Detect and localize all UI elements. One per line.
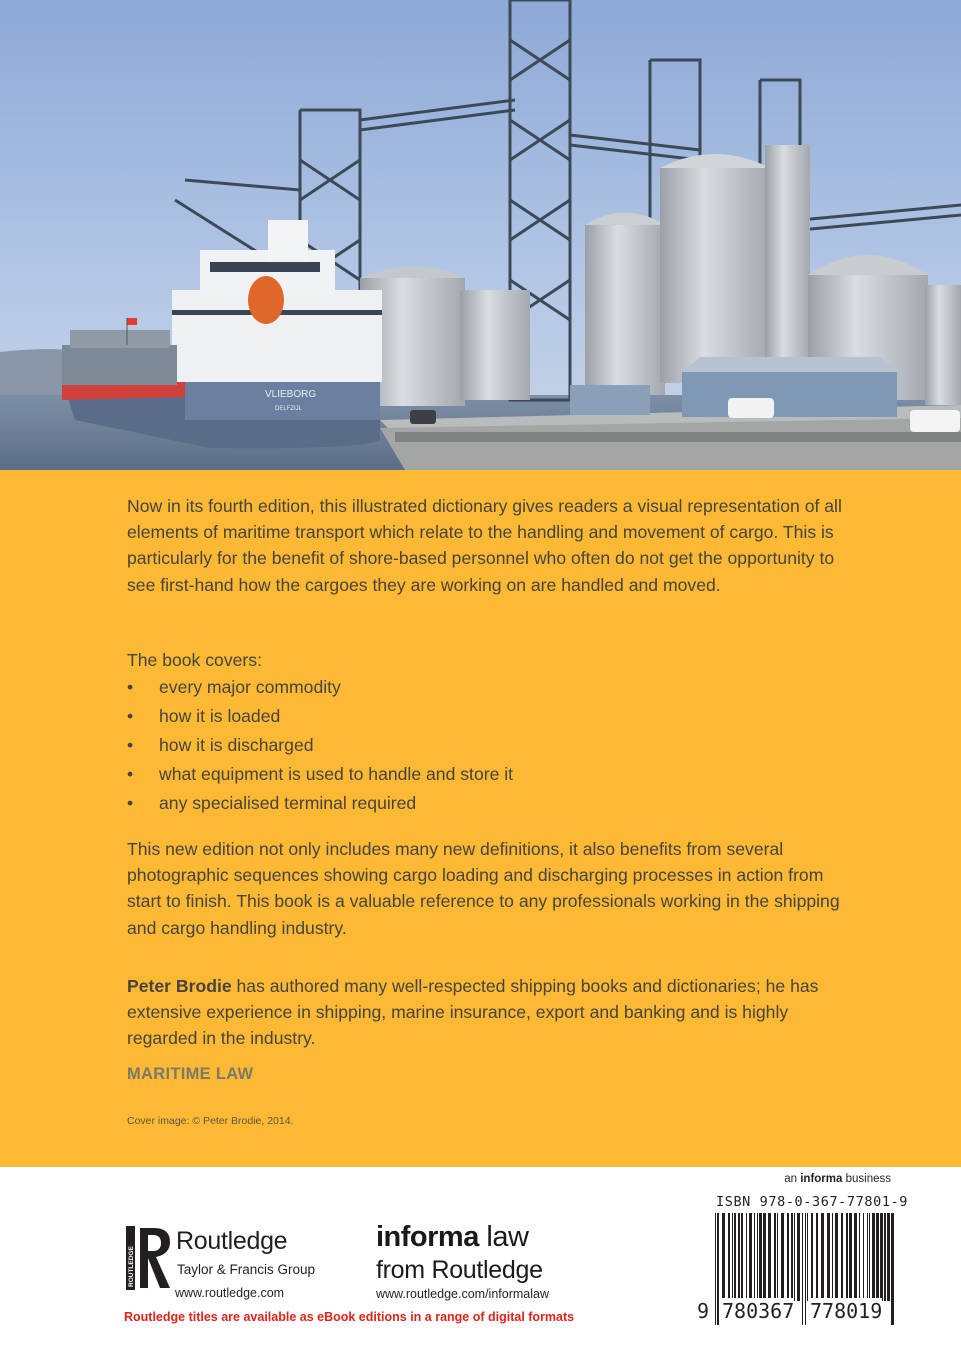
author-bio: has authored many well-respected shipping books and dictionaries; he has extensive experience in shipping, marine insurance, export and banking and is highly regarded in the industry.: [127, 976, 819, 1049]
list-item: [127, 703, 847, 732]
barcode-digits: [697, 1298, 897, 1324]
barcode-bar: [872, 1213, 875, 1301]
list-item-text: what equipment is used to handle and store it: [159, 764, 514, 784]
list-item: [127, 790, 847, 819]
barcode-bar: [880, 1213, 883, 1301]
barcode-bar: [807, 1213, 808, 1301]
covers-list: [127, 674, 847, 819]
barcode-bar: [746, 1213, 747, 1301]
barcode-bar: [722, 1213, 725, 1301]
informa-business-prefix: an: [784, 1173, 801, 1185]
routledge-url: www.routledge.com: [175, 1286, 285, 1300]
barcode-bar: [846, 1213, 848, 1301]
author-name: Peter Brodie: [127, 976, 232, 996]
barcode-bar: [787, 1213, 789, 1301]
barcode-bar: [738, 1213, 740, 1301]
barcode-right-group: 778019: [810, 1299, 883, 1323]
barcode-bar: [794, 1213, 795, 1301]
publisher-footer: [0, 1167, 961, 1360]
barcode-bar: [884, 1213, 886, 1301]
bullet-icon: •: [127, 677, 134, 697]
bullet-icon: •: [127, 735, 134, 755]
subject-category: MARITIME LAW: [127, 1065, 254, 1083]
cover-image-credit: Cover image: © Peter Brodie, 2014.: [127, 1115, 294, 1127]
list-item: [127, 761, 847, 790]
barcode-bar: [749, 1213, 752, 1301]
barcode-bar: [869, 1213, 870, 1301]
barcode-bar: [791, 1213, 793, 1301]
barcode-bar: [768, 1213, 771, 1301]
barcode-bar: [863, 1213, 864, 1301]
barcode-bar: [876, 1213, 879, 1301]
routledge-r-logo-icon: [124, 1224, 174, 1292]
barcode-bar: [887, 1213, 890, 1301]
barcode-bar: [835, 1213, 838, 1301]
barcode-bar: [827, 1213, 830, 1301]
list-item-text: any specialised terminal required: [159, 793, 417, 813]
barcode-bar: [821, 1213, 824, 1301]
bullet-icon: •: [127, 793, 134, 813]
list-item-text: how it is loaded: [159, 706, 281, 726]
routledge-name: Routledge: [176, 1227, 288, 1255]
ship-port: DELFZIJL: [275, 406, 303, 412]
barcode-bar: [841, 1213, 843, 1301]
routledge-vertical-text: ROUTLEDGE: [128, 1246, 135, 1287]
isbn-text: ISBN 978-0-367-77801-9: [716, 1194, 909, 1210]
barcode-bar: [774, 1213, 776, 1301]
list-item: [127, 732, 847, 761]
ebook-note: Routledge titles are available as eBook editions in a range of digital formats: [124, 1310, 575, 1324]
informa-business-suffix: business: [842, 1173, 891, 1185]
barcode-bar: [759, 1213, 762, 1301]
list-item-text: every major commodity: [159, 677, 341, 697]
barcode-bar: [734, 1213, 736, 1301]
cover-photo: [0, 0, 961, 470]
barcode-bar: [816, 1213, 818, 1301]
barcode-first-digit: 9: [697, 1299, 710, 1323]
list-item-text: how it is discharged: [159, 735, 314, 755]
barcode-bar: [832, 1213, 833, 1301]
law-word: law: [478, 1221, 529, 1253]
informa-brand: informa: [376, 1221, 479, 1253]
barcode-bar: [849, 1213, 852, 1301]
barcode-bar: [781, 1213, 784, 1301]
informa-business-bold: informa: [800, 1173, 843, 1185]
barcode-bar: [797, 1213, 800, 1301]
barcode-left-group: 780367: [722, 1299, 795, 1323]
informa-law-url: www.routledge.com/informalaw: [376, 1287, 549, 1301]
bullet-icon: •: [127, 764, 134, 784]
barcode-bar: [732, 1213, 733, 1301]
routledge-group: Taylor & Francis Group: [177, 1262, 316, 1277]
intro-paragraph: Now in its fourth edition, this illustrated dictionary gives readers a visual representation of all elements of maritime transport which relate to the handling and movement of cargo. This is particularly for the benefit of shore-based personnel who often do not get the opportunity to see first-hand how the cargoes they are working on are handled and moved.: [127, 496, 842, 595]
bullet-icon: •: [127, 706, 134, 726]
informa-law-logo: [376, 1221, 528, 1253]
barcode-bar: [859, 1213, 860, 1301]
barcode-bar: [741, 1213, 743, 1301]
barcode-bar: [811, 1213, 813, 1301]
informa-business-tag: [784, 1173, 891, 1185]
new-edition-paragraph: This new edition not only includes many new definitions, it also benefits from several photographic sequences showing cargo loading and discharging processes in action from start to finish. This book is a valuable reference to any professionals working in the shipping and cargo handling industry.: [127, 839, 840, 938]
author-paragraph: [127, 973, 857, 1052]
barcode-bar: [754, 1213, 755, 1301]
barcode-bar: [728, 1213, 730, 1301]
blurb-panel: [0, 470, 961, 1167]
barcode-bar: [854, 1213, 857, 1301]
barcode-bar: [757, 1213, 758, 1301]
list-item: [127, 674, 847, 703]
barcode-bar: [763, 1213, 766, 1301]
covers-heading: The book covers:: [127, 650, 262, 670]
from-routledge: from Routledge: [376, 1256, 543, 1284]
barcode-bar: [777, 1213, 778, 1301]
barcode-bar: [867, 1213, 868, 1301]
ship-name: VLIEBORG: [265, 389, 317, 400]
